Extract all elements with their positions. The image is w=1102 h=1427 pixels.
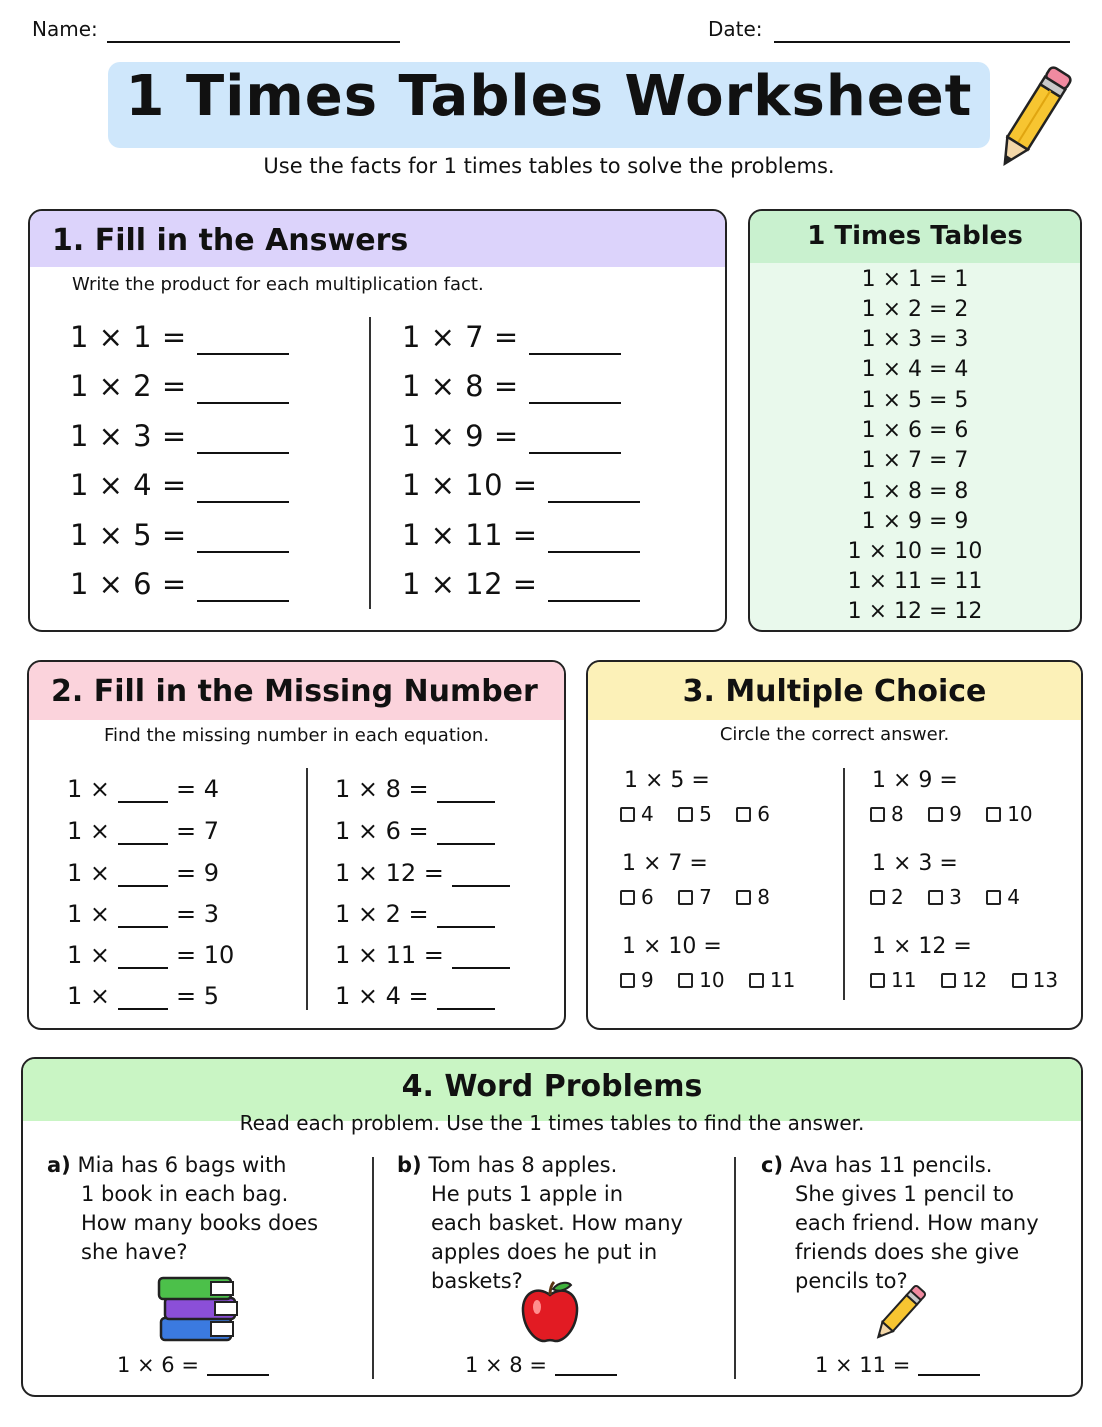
answer-blank[interactable]	[452, 885, 510, 887]
choice-option[interactable]: 4	[986, 885, 1020, 909]
equation: 1 × 11 =	[335, 941, 510, 969]
equation: 1 × = 3	[67, 900, 220, 928]
section-title: 1. Fill in the Answers	[52, 223, 409, 258]
checkbox[interactable]	[986, 890, 1001, 905]
fact-row: 1 × 3 = 3	[861, 327, 969, 352]
column-divider	[369, 317, 371, 609]
checkbox[interactable]	[870, 890, 885, 905]
word-problem-a: a) Mia has 6 bags with 1 book in each bag. How many books does she have?	[47, 1153, 319, 1264]
equation: 1 × 11 =	[402, 518, 640, 553]
choice-option[interactable]: 11	[870, 968, 916, 992]
checkbox[interactable]	[620, 890, 635, 905]
checkbox[interactable]	[678, 973, 693, 988]
checkbox[interactable]	[736, 890, 751, 905]
answer-blank[interactable]	[548, 600, 640, 602]
question: 1 × 3 =	[872, 851, 958, 876]
equation: 1 × 2 =	[70, 369, 289, 404]
answer-blank[interactable]	[197, 600, 289, 602]
page-subtitle: Use the facts for 1 times tables to solve the problems.	[263, 154, 835, 178]
books-icon	[155, 1274, 241, 1346]
choice-option[interactable]: 8	[870, 802, 904, 826]
pencil-icon	[992, 56, 1076, 178]
checkbox[interactable]	[620, 973, 635, 988]
answer-blank[interactable]	[197, 402, 289, 404]
fact-row: 1 × 4 = 4	[861, 357, 969, 382]
answer-blank[interactable]	[197, 501, 289, 503]
choice-option[interactable]: 4	[620, 802, 654, 826]
answer-blank[interactable]	[437, 801, 495, 803]
choice-option[interactable]: 6	[620, 885, 654, 909]
answer-blank[interactable]	[529, 452, 621, 454]
checkbox[interactable]	[928, 890, 943, 905]
equation: 1 × 12 =	[335, 859, 510, 887]
choice-option[interactable]: 2	[870, 885, 904, 909]
answer-blank[interactable]	[918, 1374, 980, 1376]
equation: 1 × 4 =	[335, 982, 495, 1010]
question: 1 × 5 =	[624, 768, 710, 793]
equation: 1 × = 7	[67, 817, 220, 845]
answer-blank[interactable]	[452, 967, 510, 969]
column-divider	[734, 1157, 736, 1379]
word-problem-c: c) Ava has 11 pencils. She gives 1 pencil to each friend. How many friends does she give pencils to?	[761, 1153, 1039, 1293]
fact-row: 1 × 12 = 12	[847, 599, 983, 624]
equation: 1 × 3 =	[70, 419, 289, 454]
equation: 1 × 1 =	[70, 320, 289, 355]
answer-blank[interactable]	[207, 1374, 269, 1376]
section-title: 1 Times Tables	[807, 221, 1023, 251]
equation: 1 × = 10	[67, 941, 235, 969]
answer-blank[interactable]	[118, 801, 168, 803]
choice-option[interactable]: 9	[928, 802, 962, 826]
problem-letter: c)	[761, 1153, 784, 1177]
name-label: Name:	[32, 17, 98, 41]
section-title: 2. Fill in the Missing Number	[51, 674, 538, 709]
checkbox[interactable]	[1012, 973, 1027, 988]
equation: 1 × = 5	[67, 982, 220, 1010]
column-divider	[372, 1157, 374, 1379]
equation: 1 × 10 =	[402, 468, 640, 503]
choice-option[interactable]: 3	[928, 885, 962, 909]
equation: 1 × = 4	[67, 775, 220, 803]
equation: 1 × 8 =	[335, 775, 495, 803]
section-fill-answers	[28, 209, 727, 632]
equation: 1 × 8 =	[465, 1353, 617, 1377]
answer-blank[interactable]	[437, 843, 495, 845]
problem-letter: a)	[47, 1153, 71, 1177]
fact-row: 1 × 8 = 8	[861, 479, 969, 504]
section-word-problems	[21, 1057, 1083, 1397]
choice-option[interactable]: 11	[749, 968, 795, 992]
equation: 1 × 2 =	[335, 900, 495, 928]
choice-option[interactable]: 13	[1012, 968, 1058, 992]
choice-option[interactable]: 12	[941, 968, 987, 992]
checkbox[interactable]	[986, 807, 1001, 822]
answer-blank[interactable]	[197, 353, 289, 355]
fact-row: 1 × 5 = 5	[861, 388, 969, 413]
choice-option[interactable]: 6	[736, 802, 770, 826]
answer-blank[interactable]	[529, 402, 621, 404]
options	[620, 802, 788, 826]
equation: 1 × 11 =	[815, 1353, 980, 1377]
date-label: Date:	[708, 17, 763, 41]
reference-times-table	[748, 209, 1082, 632]
section-instruction: Write the product for each multiplication fact.	[72, 274, 484, 295]
equation: 1 × 8 =	[402, 369, 621, 404]
apple-icon	[519, 1279, 581, 1345]
fact-row: 1 × 10 = 10	[847, 539, 983, 564]
date-field[interactable]	[774, 41, 1070, 43]
answer-blank[interactable]	[118, 1008, 168, 1010]
equation: 1 × 9 =	[402, 419, 621, 454]
checkbox[interactable]	[736, 807, 751, 822]
section-multiple-choice	[586, 660, 1083, 1030]
word-problem-b: b) Tom has 8 apples. He puts 1 apple in each basket. How many apples does he put in baskets?	[397, 1153, 683, 1293]
fact-row: 1 × 7 = 7	[861, 448, 969, 473]
answer-blank[interactable]	[197, 452, 289, 454]
section-instruction: Circle the correct answer.	[719, 724, 950, 745]
checkbox[interactable]	[678, 890, 693, 905]
fact-row: 1 × 11 = 11	[847, 569, 983, 594]
checkbox[interactable]	[928, 807, 943, 822]
answer-blank[interactable]	[437, 926, 495, 928]
question: 1 × 7 =	[622, 851, 708, 876]
options	[870, 802, 1051, 826]
checkbox[interactable]	[749, 973, 764, 988]
answer-blank[interactable]	[437, 1008, 495, 1010]
choice-option[interactable]: 9	[620, 968, 654, 992]
answer-blank[interactable]	[118, 843, 168, 845]
question: 1 × 12 =	[872, 934, 972, 959]
choice-option[interactable]: 10	[986, 802, 1032, 826]
question: 1 × 9 =	[872, 768, 958, 793]
equation: 1 × = 9	[67, 859, 220, 887]
answer-blank[interactable]	[529, 353, 621, 355]
checkbox[interactable]	[941, 973, 956, 988]
problem-letter: b)	[397, 1153, 422, 1177]
fact-row: 1 × 1 = 1	[861, 267, 969, 292]
column-divider	[306, 768, 308, 1010]
options	[870, 968, 1076, 992]
section-instruction: Read each problem. Use the 1 times tables to find the answer.	[239, 1111, 865, 1135]
answer-blank[interactable]	[118, 926, 168, 928]
fact-row: 1 × 6 = 6	[861, 418, 969, 443]
section-instruction: Find the missing number in each equation.	[103, 725, 490, 746]
choice-option[interactable]: 8	[736, 885, 770, 909]
options	[620, 885, 788, 909]
equation: 1 × 6 =	[117, 1353, 269, 1377]
choice-option[interactable]: 5	[678, 802, 712, 826]
answer-blank[interactable]	[555, 1374, 617, 1376]
equation: 1 × 4 =	[70, 468, 289, 503]
answer-blank[interactable]	[118, 885, 168, 887]
answer-blank[interactable]	[548, 551, 640, 553]
answer-blank[interactable]	[548, 501, 640, 503]
checkbox[interactable]	[678, 807, 693, 822]
options	[870, 885, 1038, 909]
page-title: 1 Times Tables Worksheet	[125, 64, 973, 129]
fact-row: 1 × 2 = 2	[861, 297, 969, 322]
name-field[interactable]	[107, 41, 400, 43]
checkbox[interactable]	[870, 807, 885, 822]
section-title: 4. Word Problems	[401, 1069, 703, 1104]
choice-option[interactable]: 10	[678, 968, 724, 992]
checkbox[interactable]	[870, 973, 885, 988]
choice-option[interactable]: 7	[678, 885, 712, 909]
fact-row: 1 × 9 = 9	[861, 509, 969, 534]
equation: 1 × 6 =	[335, 817, 495, 845]
question: 1 × 10 =	[622, 934, 722, 959]
answer-blank[interactable]	[197, 551, 289, 553]
section-title: 3. Multiple Choice	[682, 674, 987, 709]
column-divider	[843, 768, 845, 1000]
checkbox[interactable]	[620, 807, 635, 822]
equation: 1 × 6 =	[70, 567, 289, 602]
answer-blank[interactable]	[118, 967, 168, 969]
equation: 1 × 12 =	[402, 567, 640, 602]
equation: 1 × 5 =	[70, 518, 289, 553]
options	[620, 968, 813, 992]
pencil-icon	[865, 1279, 933, 1349]
section-missing-number	[27, 660, 566, 1030]
equation: 1 × 7 =	[402, 320, 621, 355]
